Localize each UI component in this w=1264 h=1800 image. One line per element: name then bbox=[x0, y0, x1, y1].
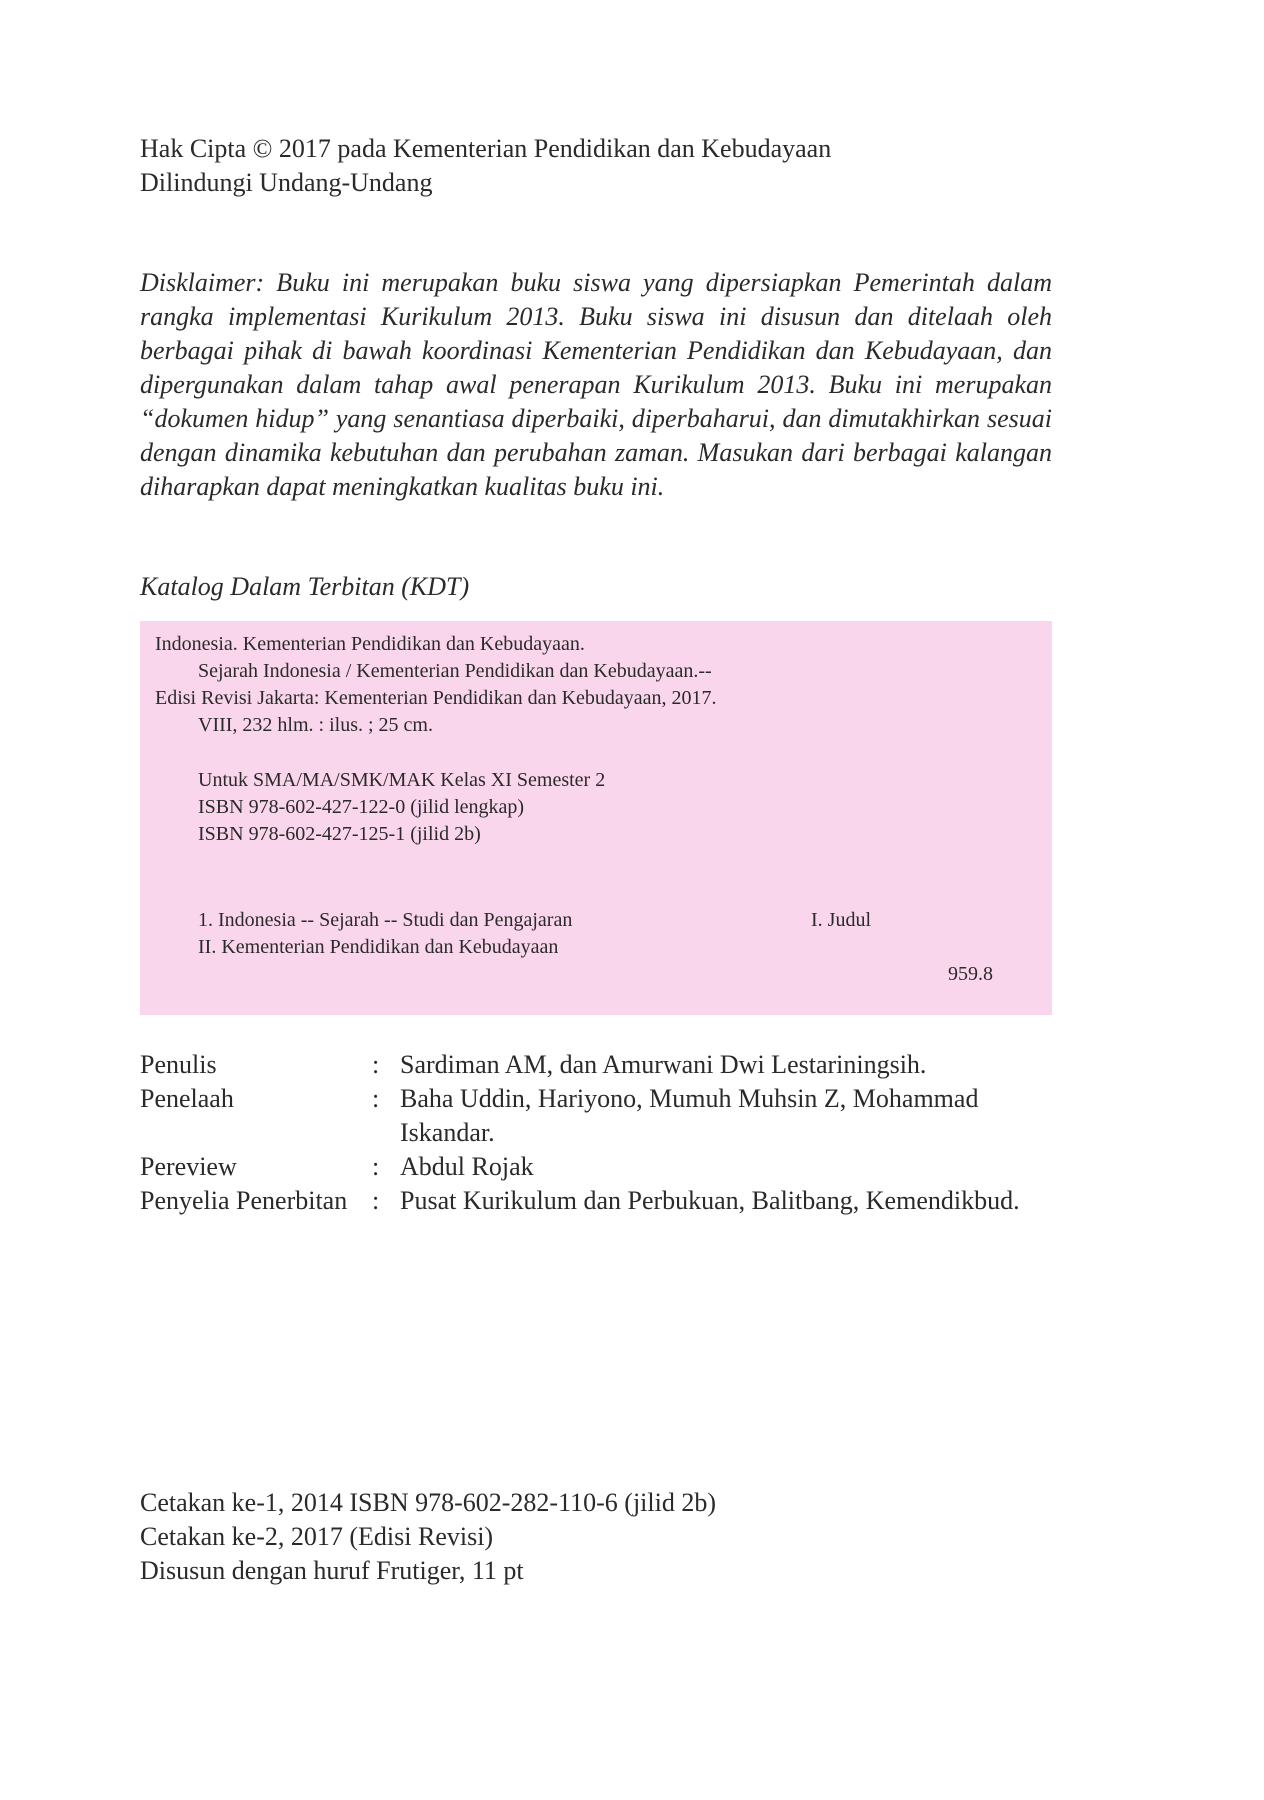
kdt-physical-line: VIII, 232 hlm. : ilus. ; 25 cm. bbox=[198, 714, 433, 736]
kdt-title-entry: I. Judul bbox=[811, 909, 871, 931]
kdt-audience-line: Untuk SMA/MA/SMK/MAK Kelas XI Semester 2 bbox=[198, 769, 606, 791]
credit-colon: : bbox=[372, 1186, 380, 1215]
typeface-line: Disusun dengan huruf Frutiger, 11 pt bbox=[140, 1556, 524, 1585]
kdt-isbn-volume: ISBN 978-602-427-125-1 (jilid 2b) bbox=[198, 823, 481, 845]
credit-value: Abdul Rojak bbox=[400, 1152, 534, 1181]
credit-value: Pusat Kurikulum dan Perbukuan, Balitbang, Kemendikbud. bbox=[400, 1186, 1020, 1215]
credit-row-penulis bbox=[140, 1048, 1060, 1082]
credit-colon: : bbox=[372, 1084, 380, 1113]
printing-line-2: Cetakan ke-2, 2017 (Edisi Revisi) bbox=[140, 1522, 494, 1551]
kdt-subject-1: 1. Indonesia -- Sejarah -- Studi dan Pengajaran bbox=[198, 909, 573, 931]
kdt-title-line: Sejarah Indonesia / Kementerian Pendidikan dan Kebudayaan.-- bbox=[198, 660, 712, 682]
credit-label: Penyelia Penerbitan bbox=[140, 1186, 348, 1215]
printing-info bbox=[140, 1486, 716, 1588]
credit-label: Penulis bbox=[140, 1050, 217, 1079]
kdt-subject-2: II. Kementerian Pendidikan dan Kebudayaan bbox=[198, 936, 559, 958]
credit-row-penyelia bbox=[140, 1184, 1060, 1218]
credit-value: Sardiman AM, dan Amurwani Dwi Lestariningsih. bbox=[400, 1050, 927, 1079]
credit-row-pereview bbox=[140, 1150, 1060, 1184]
printing-line-1: Cetakan ke-1, 2014 ISBN 978-602-282-110-6 (jilid 2b) bbox=[140, 1488, 716, 1517]
kdt-edition-line: Edisi Revisi Jakarta: Kementerian Pendidikan dan Kebudayaan, 2017. bbox=[155, 687, 717, 709]
copyright-notice bbox=[140, 132, 831, 200]
kdt-author-line: Indonesia. Kementerian Pendidikan dan Kebudayaan. bbox=[155, 633, 585, 655]
credits-list bbox=[140, 1048, 1060, 1218]
credit-row-penelaah bbox=[140, 1082, 1060, 1150]
copyright-line: Hak Cipta © 2017 pada Kementerian Pendidikan dan Kebudayaan bbox=[140, 134, 832, 163]
credit-value: Baha Uddin, Hariyono, Mumuh Muhsin Z, Mohammad Iskandar. bbox=[400, 1084, 979, 1147]
kdt-isbn-full: ISBN 978-602-427-122-0 (jilid lengkap) bbox=[198, 796, 525, 818]
credit-label: Penelaah bbox=[140, 1084, 234, 1113]
protection-line: Dilindungi Undang-Undang bbox=[140, 168, 433, 197]
credit-colon: : bbox=[372, 1050, 380, 1079]
credit-label: Pereview bbox=[140, 1152, 237, 1181]
kdt-heading: Katalog Dalam Terbitan (KDT) bbox=[140, 572, 470, 601]
disclaimer-paragraph: Disklaimer: Buku ini merupakan buku siswa yang dipersiapkan Pemerintah dalam rangka implementasi Kurikulum 2013. Buku siswa ini disusun dan ditelaah oleh berbagai pihak di bawah koordinasi Kementerian Pendidikan dan Kebudayaan, dan dipergunakan dalam tahap awal penerapan Kurikulum 2013. Buku ini merupakan “dokumen hidup” yang senantiasa diperbaiki, diperbaharui, dan dimutakhirkan sesuai dengan dinamika kebutuhan dan perubahan zaman. Masukan dari berbagai kalangan diharapkan dapat meningkatkan kualitas buku ini. bbox=[140, 268, 1052, 501]
catalog-box bbox=[140, 621, 1052, 1015]
credit-colon: : bbox=[372, 1152, 380, 1181]
kdt-classification: 959.8 bbox=[948, 963, 993, 985]
